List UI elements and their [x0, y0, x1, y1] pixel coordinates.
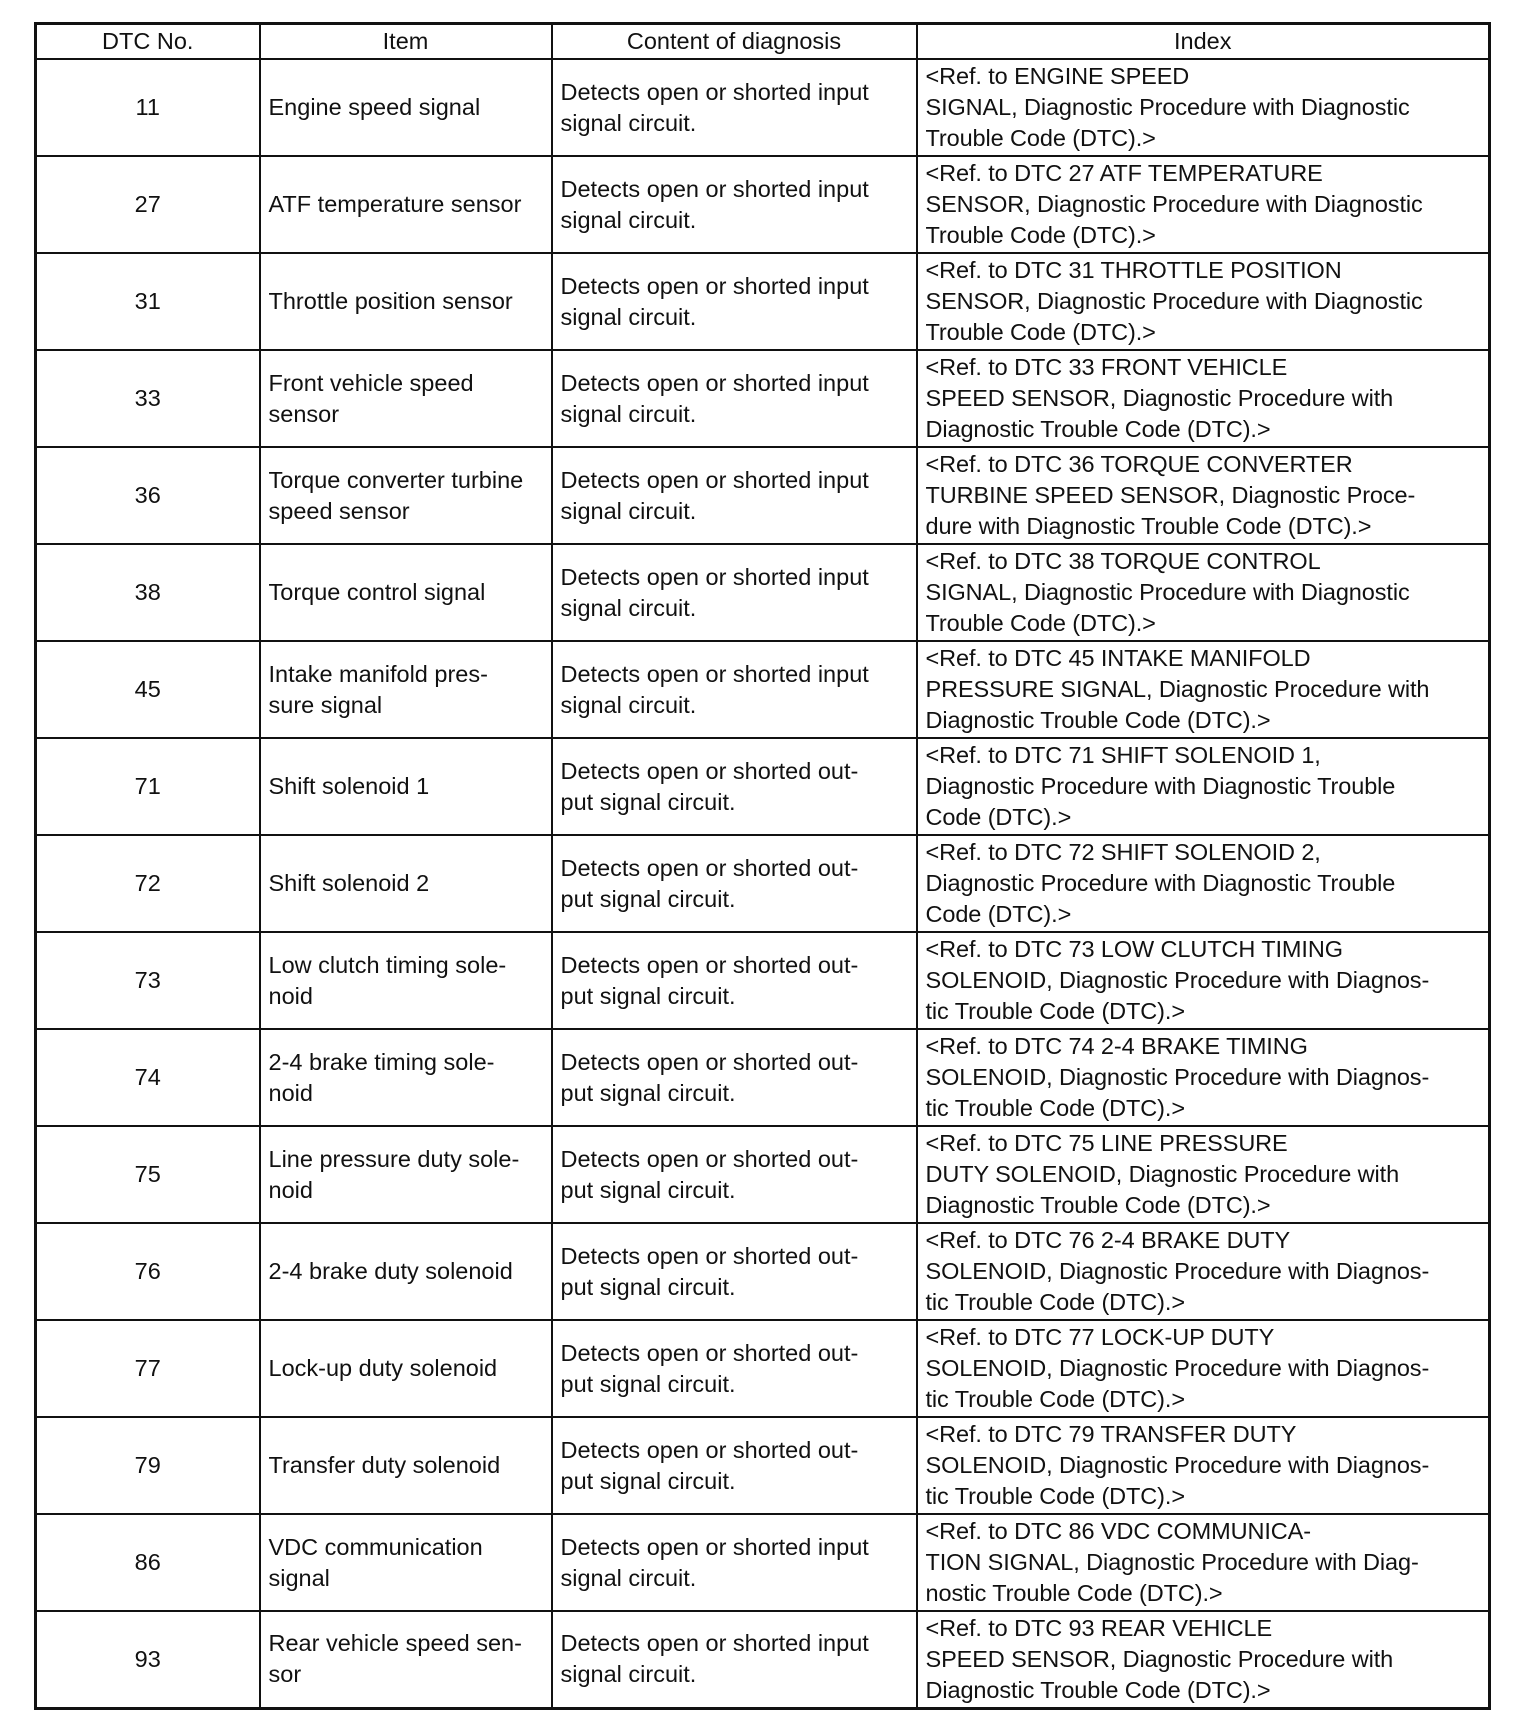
- dtc-number-cell: 27: [36, 156, 260, 253]
- dtc-number-cell: 93: [36, 1611, 260, 1708]
- index-cell: <Ref. to DTC 86 VDC COMMUNICA- TION SIGNAL, Diagnostic Procedure with Diag- nostic Trouble Code (DTC).>: [917, 1514, 1490, 1611]
- index-cell: <Ref. to DTC 74 2-4 BRAKE TIMING SOLENOID, Diagnostic Procedure with Diagnos- tic Trouble Code (DTC).>: [917, 1029, 1490, 1126]
- table-row: [36, 1514, 1490, 1611]
- table-row: [36, 350, 1490, 447]
- content-cell: Detects open or shorted input signal circuit.: [552, 1611, 917, 1708]
- table-row: [36, 447, 1490, 544]
- index-cell: <Ref. to ENGINE SPEED SIGNAL, Diagnostic Procedure with Diagnostic Trouble Code (DTC).>: [917, 59, 1490, 156]
- table-row: [36, 59, 1490, 156]
- dtc-number-cell: 73: [36, 932, 260, 1029]
- content-cell: Detects open or shorted out- put signal circuit.: [552, 1320, 917, 1417]
- header-index: Index: [917, 24, 1490, 60]
- table-header: [36, 24, 1490, 60]
- header-item: Item: [260, 24, 552, 60]
- content-cell: Detects open or shorted input signal circuit.: [552, 447, 917, 544]
- item-cell: Throttle position sensor: [260, 253, 552, 350]
- table-row: [36, 1223, 1490, 1320]
- index-cell: <Ref. to DTC 36 TORQUE CONVERTER TURBINE SPEED SENSOR, Diagnostic Proce- dure with Diagnostic Trouble Code (DTC).>: [917, 447, 1490, 544]
- dtc-number-cell: 31: [36, 253, 260, 350]
- table-row: [36, 1611, 1490, 1708]
- index-cell: <Ref. to DTC 79 TRANSFER DUTY SOLENOID, Diagnostic Procedure with Diagnos- tic Trouble Code (DTC).>: [917, 1417, 1490, 1514]
- item-cell: Line pressure duty sole- noid: [260, 1126, 552, 1223]
- table-row: [36, 1417, 1490, 1514]
- content-cell: Detects open or shorted out- put signal circuit.: [552, 738, 917, 835]
- content-cell: Detects open or shorted input signal circuit.: [552, 544, 917, 641]
- table-row: [36, 156, 1490, 253]
- table-row: [36, 1320, 1490, 1417]
- item-cell: Lock-up duty solenoid: [260, 1320, 552, 1417]
- dtc-number-cell: 79: [36, 1417, 260, 1514]
- table-row: [36, 738, 1490, 835]
- content-cell: Detects open or shorted out- put signal circuit.: [552, 932, 917, 1029]
- index-cell: <Ref. to DTC 27 ATF TEMPERATURE SENSOR, Diagnostic Procedure with Diagnostic Trouble Code (DTC).>: [917, 156, 1490, 253]
- index-cell: <Ref. to DTC 77 LOCK-UP DUTY SOLENOID, Diagnostic Procedure with Diagnos- tic Trouble Code (DTC).>: [917, 1320, 1490, 1417]
- index-cell: <Ref. to DTC 45 INTAKE MANIFOLD PRESSURE SIGNAL, Diagnostic Procedure with Diagnostic Trouble Code (DTC).>: [917, 641, 1490, 738]
- item-cell: Torque converter turbine speed sensor: [260, 447, 552, 544]
- dtc-number-cell: 77: [36, 1320, 260, 1417]
- content-cell: Detects open or shorted input signal circuit.: [552, 59, 917, 156]
- dtc-number-cell: 76: [36, 1223, 260, 1320]
- item-cell: ATF temperature sensor: [260, 156, 552, 253]
- table-row: [36, 1126, 1490, 1223]
- item-cell: Shift solenoid 2: [260, 835, 552, 932]
- index-cell: <Ref. to DTC 73 LOW CLUTCH TIMING SOLENOID, Diagnostic Procedure with Diagnos- tic Trouble Code (DTC).>: [917, 932, 1490, 1029]
- content-cell: Detects open or shorted input signal circuit.: [552, 253, 917, 350]
- item-cell: 2-4 brake timing sole- noid: [260, 1029, 552, 1126]
- table-row: [36, 932, 1490, 1029]
- item-cell: Front vehicle speed sensor: [260, 350, 552, 447]
- dtc-number-cell: 72: [36, 835, 260, 932]
- dtc-number-cell: 75: [36, 1126, 260, 1223]
- item-cell: Intake manifold pres- sure signal: [260, 641, 552, 738]
- dtc-number-cell: 86: [36, 1514, 260, 1611]
- item-cell: Engine speed signal: [260, 59, 552, 156]
- item-cell: Transfer duty solenoid: [260, 1417, 552, 1514]
- dtc-number-cell: 74: [36, 1029, 260, 1126]
- dtc-number-cell: 33: [36, 350, 260, 447]
- dtc-number-cell: 71: [36, 738, 260, 835]
- item-cell: 2-4 brake duty solenoid: [260, 1223, 552, 1320]
- item-cell: Torque control signal: [260, 544, 552, 641]
- dtc-number-cell: 38: [36, 544, 260, 641]
- index-cell: <Ref. to DTC 38 TORQUE CONTROL SIGNAL, Diagnostic Procedure with Diagnostic Trouble Code (DTC).>: [917, 544, 1490, 641]
- dtc-number-cell: 11: [36, 59, 260, 156]
- item-cell: Shift solenoid 1: [260, 738, 552, 835]
- item-cell: VDC communication signal: [260, 1514, 552, 1611]
- dtc-table: [34, 22, 1491, 1710]
- header-content: Content of diagnosis: [552, 24, 917, 60]
- index-cell: <Ref. to DTC 31 THROTTLE POSITION SENSOR, Diagnostic Procedure with Diagnostic Trouble Code (DTC).>: [917, 253, 1490, 350]
- content-cell: Detects open or shorted out- put signal circuit.: [552, 1417, 917, 1514]
- index-cell: <Ref. to DTC 72 SHIFT SOLENOID 2, Diagnostic Procedure with Diagnostic Trouble Code (DTC).>: [917, 835, 1490, 932]
- index-cell: <Ref. to DTC 33 FRONT VEHICLE SPEED SENSOR, Diagnostic Procedure with Diagnostic Trouble Code (DTC).>: [917, 350, 1490, 447]
- index-cell: <Ref. to DTC 93 REAR VEHICLE SPEED SENSOR, Diagnostic Procedure with Diagnostic Trouble Code (DTC).>: [917, 1611, 1490, 1708]
- table-body: [36, 59, 1490, 1708]
- header-row: [36, 24, 1490, 60]
- header-dtc-no: DTC No.: [36, 24, 260, 60]
- index-cell: <Ref. to DTC 75 LINE PRESSURE DUTY SOLENOID, Diagnostic Procedure with Diagnostic Trouble Code (DTC).>: [917, 1126, 1490, 1223]
- content-cell: Detects open or shorted input signal circuit.: [552, 156, 917, 253]
- content-cell: Detects open or shorted input signal circuit.: [552, 1514, 917, 1611]
- item-cell: Rear vehicle speed sen- sor: [260, 1611, 552, 1708]
- content-cell: Detects open or shorted out- put signal circuit.: [552, 1029, 917, 1126]
- content-cell: Detects open or shorted out- put signal circuit.: [552, 1223, 917, 1320]
- item-cell: Low clutch timing sole- noid: [260, 932, 552, 1029]
- content-cell: Detects open or shorted out- put signal circuit.: [552, 835, 917, 932]
- table-row: [36, 1029, 1490, 1126]
- content-cell: Detects open or shorted input signal circuit.: [552, 641, 917, 738]
- table-row: [36, 835, 1490, 932]
- index-cell: <Ref. to DTC 71 SHIFT SOLENOID 1, Diagnostic Procedure with Diagnostic Trouble Code (DTC).>: [917, 738, 1490, 835]
- content-cell: Detects open or shorted input signal circuit.: [552, 350, 917, 447]
- table-row: [36, 253, 1490, 350]
- index-cell: <Ref. to DTC 76 2-4 BRAKE DUTY SOLENOID, Diagnostic Procedure with Diagnos- tic Trouble Code (DTC).>: [917, 1223, 1490, 1320]
- table-row: [36, 641, 1490, 738]
- content-cell: Detects open or shorted out- put signal circuit.: [552, 1126, 917, 1223]
- dtc-number-cell: 36: [36, 447, 260, 544]
- table-row: [36, 544, 1490, 641]
- dtc-number-cell: 45: [36, 641, 260, 738]
